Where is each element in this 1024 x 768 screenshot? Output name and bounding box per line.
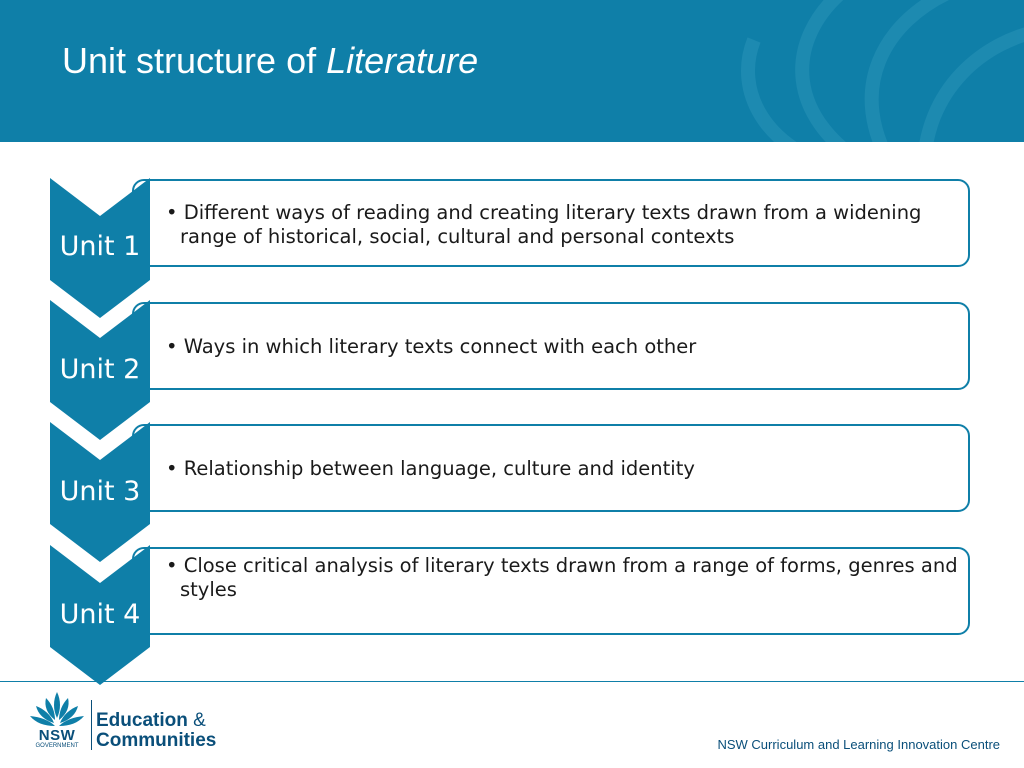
logo-ampersand: & xyxy=(193,710,206,731)
logo-wordmark xyxy=(96,711,216,751)
unit-1-label: Unit 1 xyxy=(59,231,141,262)
logo-line1: Education xyxy=(96,710,188,731)
unit-3-description: • Relationship between language, culture and identity xyxy=(166,457,695,480)
footer-divider xyxy=(0,681,1024,682)
unit-2-label: Unit 2 xyxy=(59,354,141,385)
waratah-logo-icon xyxy=(28,690,86,730)
unit-4-label: Unit 4 xyxy=(59,599,141,630)
unit-4-description: • Close critical analysis of literary texts drawn from a range of forms, genres and styles xyxy=(166,554,958,601)
waratah-decoration-icon xyxy=(724,0,1024,142)
unit-2-description: • Ways in which literary texts connect with each other xyxy=(166,335,697,358)
logo-divider xyxy=(91,700,92,750)
title-italic-text: Literature xyxy=(326,40,479,81)
page-title xyxy=(62,40,478,82)
unit-1-description: • Different ways of reading and creating literary texts drawn from a widening range of historical, social, cultural and personal contexts xyxy=(166,201,922,248)
unit-3-label: Unit 3 xyxy=(59,476,141,507)
logo-government-text: GOVERNMENT xyxy=(35,743,79,749)
title-text: Unit structure of xyxy=(62,40,327,81)
header-banner xyxy=(0,0,1024,142)
logo-nsw-text: NSW xyxy=(38,727,76,744)
logo-line2: Communities xyxy=(96,730,217,751)
footer-organisation: NSW Curriculum and Learning Innovation Centre xyxy=(717,737,1000,752)
